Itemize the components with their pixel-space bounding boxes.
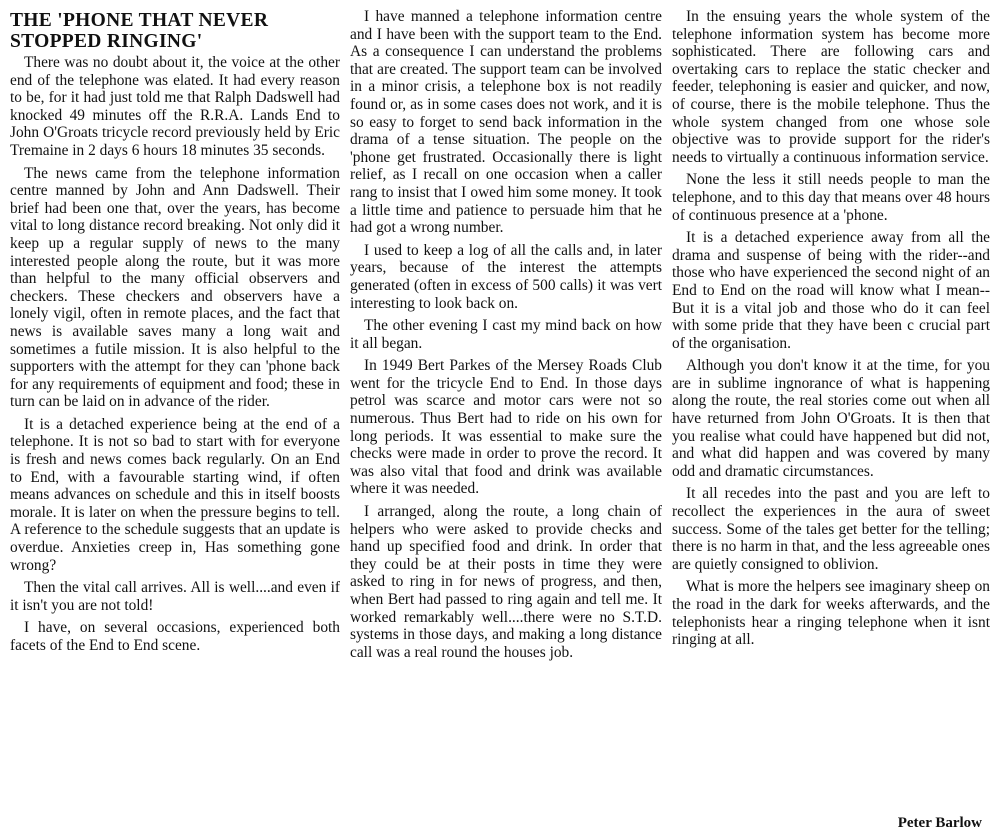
- paragraph: In 1949 Bert Parkes of the Mersey Roads Club went for the tricycle End to End. In those days petrol was scarce and motor cars were not so numerous. Thus Bert had to ride on his own for long periods. It was essential to make sure the checks were made in order to prove the record. It was also vital that food and drink was available where it was needed.: [350, 357, 662, 498]
- paragraph: In the ensuing years the whole system of the telephone information system has become more sophisticated. There are following cars and overtaking cars to replace the static checker and feeder, telephoning is easier and quicker, and now, of course, there is the mobile telephone. Thus the whole system changed from one whose sole objective was to provide support for the rider's needs to virtually a continuous information service.: [672, 8, 990, 166]
- paragraph: I have manned a telephone information centre and I have been with the support team to the End. As a consequence I can understand the problems that are created. The support team can be involved in a minor crisis, a telephone box is not readily found or, as in some cases does not work, and it is so easy to forget to send back information in the drama of a tense situation. The people on the 'phone get frustrated. Occasionally there is light relief, as I recall on one occasion when a caller rang to insist that I owed him some money. It took a little time and patience to persuade him that he had got a wrong number.: [350, 8, 662, 237]
- paragraph: I have, on several occasions, experienced both facets of the End to End scene.: [10, 619, 340, 654]
- paragraph: It all recedes into the past and you are left to recollect the experiences in the aura of sweet success. Some of the tales get better for the telling; there is no harm in that, and the less agreeable ones are quietly consigned to oblivion.: [672, 485, 990, 573]
- paragraph: There was no doubt about it, the voice at the other end of the telephone was elated. It had every reason to be, for it had just told me that Ralph Dadswell had knocked 49 minutes off the R.R.A. Lands End to John O'Groats tricycle record previously held by Eric Tremaine in 2 days 6 hours 18 minutes 35 seconds.: [10, 54, 340, 159]
- paragraph: I used to keep a log of all the calls and, in later years, because of the interest the attempts generated (often in excess of 500 calls) it was vert interesting to look back on.: [350, 241, 662, 312]
- paragraph: It is a detached experience being at the end of a telephone. It is not so bad to start with for everyone is fresh and news comes back regularly. On an End to End, with a favourable starting wind, if often means advances on schedule and this in itself boosts morale. It is later on when the pressure begins to tell. A reference to the schedule suggests that an update is overdue. Anxieties creep in, Has something gone wrong?: [10, 415, 340, 574]
- paragraph: The news came from the telephone information centre manned by John and Ann Dadswell. Their brief had been one that, over the years, has become vital to long distance record breaking. Not only did it keep up a regular supply of news to the many interested people along the route, but it was more than helpful to the many official observers and checkers. These checkers and observers have a lonely vigil, often in remote places, and the fact that news is available saves many a long wait and sometimes a futile mission. It is also helpful to the supporters with the attempt for they can 'phone back for any requirements of equipment and food; these in turn can be laid on in advance of the rider.: [10, 164, 340, 411]
- paragraph: Then the vital call arrives. All is well....and even if it isn't you are not told!: [10, 579, 340, 614]
- article-title: THE 'PHONE THAT NEVER STOPPED RINGING': [10, 10, 269, 52]
- article-columns: [10, 8, 990, 666]
- author-byline: Peter Barlow: [897, 815, 982, 831]
- paragraph: Although you don't know it at the time, for you are in sublime ingnorance of what is happening along the route, the real stories come out when all have returned from John O'Groats. It is then that you realise what could have happened but did not, and what did happen and was covered by many odd and dramatic circumstances.: [672, 357, 990, 480]
- paragraph: It is a detached experience away from all the drama and suspense of being with the rider--and those who have experienced the second night of an End to End on the road will know what I mean--But it is a vital job and those who do it can feel with some pride that they have been c crucial part of the organisation.: [672, 229, 990, 352]
- column-1: [10, 8, 346, 666]
- paragraph: I arranged, along the route, a long chain of helpers who were asked to provide checks and hand up specified food and drink. In order that they could be at their posts in time they were asked to ring in for news of progress, and then, when Bert had passed to ring again and tell me. It worked remarkably well....there were no S.T.D. systems in those days, and making a long distance call was a real round the houses job.: [350, 503, 662, 661]
- column-3: [668, 8, 990, 666]
- paragraph: None the less it still needs people to man the telephone, and to this day that means over 48 hours of continuous presence at a 'phone.: [672, 171, 990, 224]
- paragraph: The other evening I cast my mind back on how it all began.: [350, 317, 662, 352]
- column-2: [346, 8, 668, 666]
- paragraph: What is more the helpers see imaginary sheep on the road in the dark for weeks afterwards, and the telephonists hear a ringing telephone when it isnt ringing at all.: [672, 578, 990, 649]
